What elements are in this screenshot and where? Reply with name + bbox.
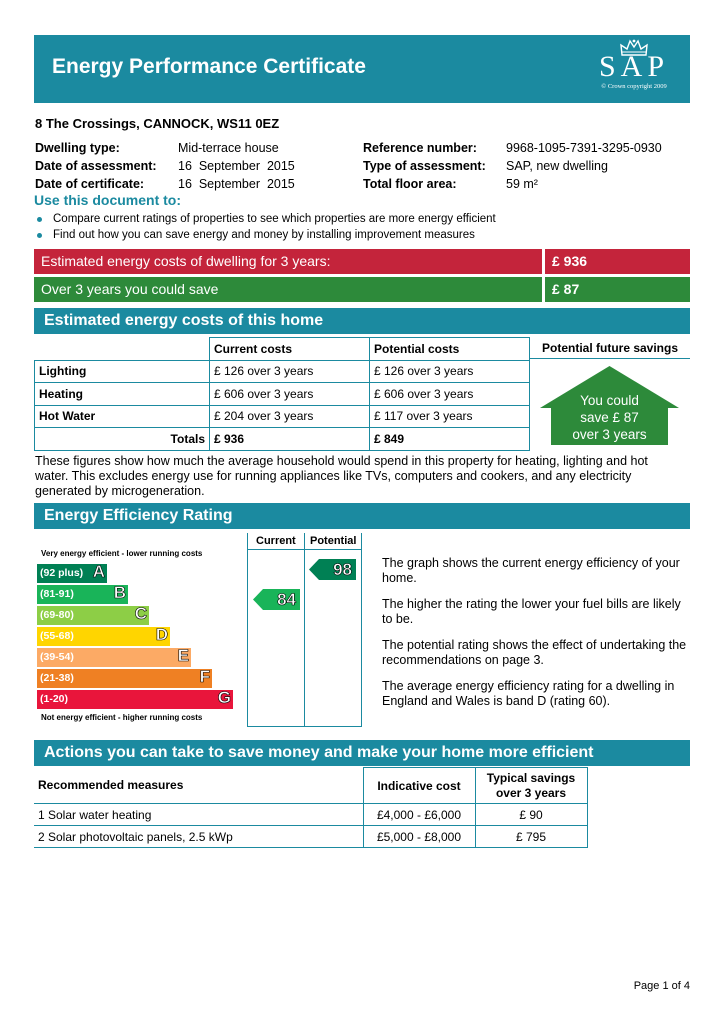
table-row [35,360,530,383]
potential-cost-cell: £ 117 over 3 years [370,405,530,428]
potential-rating-value: 98 [333,560,352,579]
rating-band-a [37,564,107,583]
row-label: Heating [35,383,210,406]
band-range: (92 plus) [40,567,84,579]
band-letter: D [155,625,168,644]
detail-row [363,175,662,193]
table-row [35,405,530,428]
savings-divider [529,359,530,449]
list-item [37,212,496,228]
estimated-cost-label: Estimated energy costs of dwelling for 3 years: [34,249,542,274]
totals-row [35,428,530,451]
costs-table [34,337,530,451]
current-rating-badge [253,589,300,610]
column-header-savings: Typical savings over 3 years [475,768,587,804]
details-left [35,139,295,193]
potential-cost-cell: £ 126 over 3 years [370,360,530,383]
note-paragraph: The average energy efficiency rating for a dwelling in England and Wales is band D (rating 60). [382,679,675,708]
rating-band-c [37,606,149,625]
potential-column-header: Potential [310,535,357,547]
empty-header [35,338,210,361]
costs-explanation: These figures show how much the average household would spend in this property for heating, lighting and hot water. This excludes energy use for running appliances like TVs, computers and cookers, and any electricity generated by microgeneration. [35,454,648,498]
detail-row [35,175,295,193]
measure-cell: 2 Solar photovoltaic panels, 2.5 kWp [34,826,363,848]
savings-cell: £ 90 [475,804,587,826]
potential-rating-badge [309,559,356,580]
actions-section-heading: Actions you can take to save money and make your home more efficient [34,740,690,766]
page-title: Energy Performance Certificate [52,55,366,78]
savings-callout-line: over 3 years [572,427,647,442]
page-number: Page 1 of 4 [633,980,690,992]
cost-cell: £5,000 - £8,000 [363,826,475,848]
details-right [363,139,662,193]
column-header-savings: Potential future savings [529,337,690,359]
actions-table [34,767,588,848]
chart-bottom-caption: Not energy efficient - higher running costs [41,713,203,722]
band-range: (39-54) [40,651,74,663]
use-document-list [37,212,496,243]
savings-callout-line: You could [580,393,639,408]
detail-label: Dwelling type: [35,141,120,155]
column-header-cost: Indicative cost [363,768,475,804]
column-header-current: Current costs [210,338,370,361]
detail-row [363,139,662,157]
table-row [35,383,530,406]
detail-value: 16 September 2015 [178,177,295,191]
detail-value: 59 m² [506,177,538,191]
column-header-measures: Recommended measures [34,768,363,804]
detail-label: Total floor area: [363,177,457,191]
totals-label: Totals [35,428,210,451]
note-paragraph: The potential rating shows the effect of undertaking the recommendations on page 3. [382,638,687,667]
current-cost-cell: £ 204 over 3 years [210,405,370,428]
cost-cell: £4,000 - £6,000 [363,804,475,826]
row-label: Lighting [35,360,210,383]
table-header-row [34,768,587,804]
header-banner [34,35,690,103]
bullet-icon [37,233,42,238]
savings-cell: £ 795 [475,826,587,848]
band-letter: C [134,604,147,623]
band-letter: A [92,562,105,581]
current-column-header: Current [256,535,296,547]
band-range: (69-80) [40,609,74,621]
detail-value: 16 September 2015 [178,159,295,173]
estimated-cost-bar [34,249,690,274]
totals-potential: £ 849 [370,428,530,451]
band-letter: F [199,667,210,686]
sap-logo [582,39,686,99]
rating-band-f [37,669,212,688]
estimated-cost-value: £ 936 [545,249,690,274]
savings-bar [34,277,690,302]
rating-band-d [37,627,170,646]
band-range: (1-20) [40,693,69,705]
totals-current: £ 936 [210,428,370,451]
column-divider [304,533,305,726]
row-label: Hot Water [35,405,210,428]
measure-cell: 1 Solar water heating [34,804,363,826]
detail-value: 9968-1095-7391-3295-0930 [506,141,662,155]
band-letter: G [217,688,231,707]
band-letter: B [113,583,126,602]
band-range: (55-68) [40,630,74,642]
property-address: 8 The Crossings, CANNOCK, WS11 0EZ [35,116,280,131]
table-row [34,804,587,826]
savings-callout-line: save £ 87 [580,410,639,425]
savings-callout [551,392,668,443]
rating-band-e [37,648,191,667]
detail-label: Reference number: [363,141,477,155]
costs-section-heading: Estimated energy costs of this home [34,308,690,334]
savings-label: Over 3 years you could save [34,277,542,302]
use-document-heading: Use this document to: [34,192,182,208]
band-range: (21-38) [40,672,74,684]
detail-row [363,157,662,175]
list-item-text: Compare current ratings of properties to see which properties are more energy efficient [53,213,496,225]
rating-band-g [37,690,233,709]
detail-value: SAP, new dwelling [506,159,608,173]
detail-label: Type of assessment: [363,159,486,173]
logo-letters: SAP [598,50,670,83]
list-item-text: Find out how you can save energy and money by installing improvement measures [53,228,475,241]
column-header-line [248,549,361,550]
detail-value: Mid-terrace house [178,141,279,155]
column-header-potential: Potential costs [370,338,530,361]
list-item [37,228,496,244]
chart-top-caption: Very energy efficient - lower running costs [41,549,203,558]
rating-band-b [37,585,128,604]
bullet-icon [37,217,42,222]
note-paragraph: The graph shows the current energy efficiency of your home. [382,556,680,585]
table-header-row [35,338,530,361]
detail-row [35,139,295,157]
band-letter: E [177,646,189,665]
detail-row [35,157,295,175]
current-cost-cell: £ 606 over 3 years [210,383,370,406]
savings-value: £ 87 [545,277,690,302]
current-rating-value: 84 [277,590,296,609]
current-cost-cell: £ 126 over 3 years [210,360,370,383]
detail-label: Date of certificate: [35,177,145,191]
detail-label: Date of assessment: [35,159,157,173]
logo-copyright: © Crown copyright 2009 [601,83,667,90]
band-range: (81-91) [40,588,74,600]
note-paragraph: The higher the rating the lower your fuel bills are likely to be. [382,597,681,626]
efficiency-notes [382,556,692,720]
potential-cost-cell: £ 606 over 3 years [370,383,530,406]
table-row [34,826,587,848]
efficiency-section-heading: Energy Efficiency Rating [34,503,690,529]
